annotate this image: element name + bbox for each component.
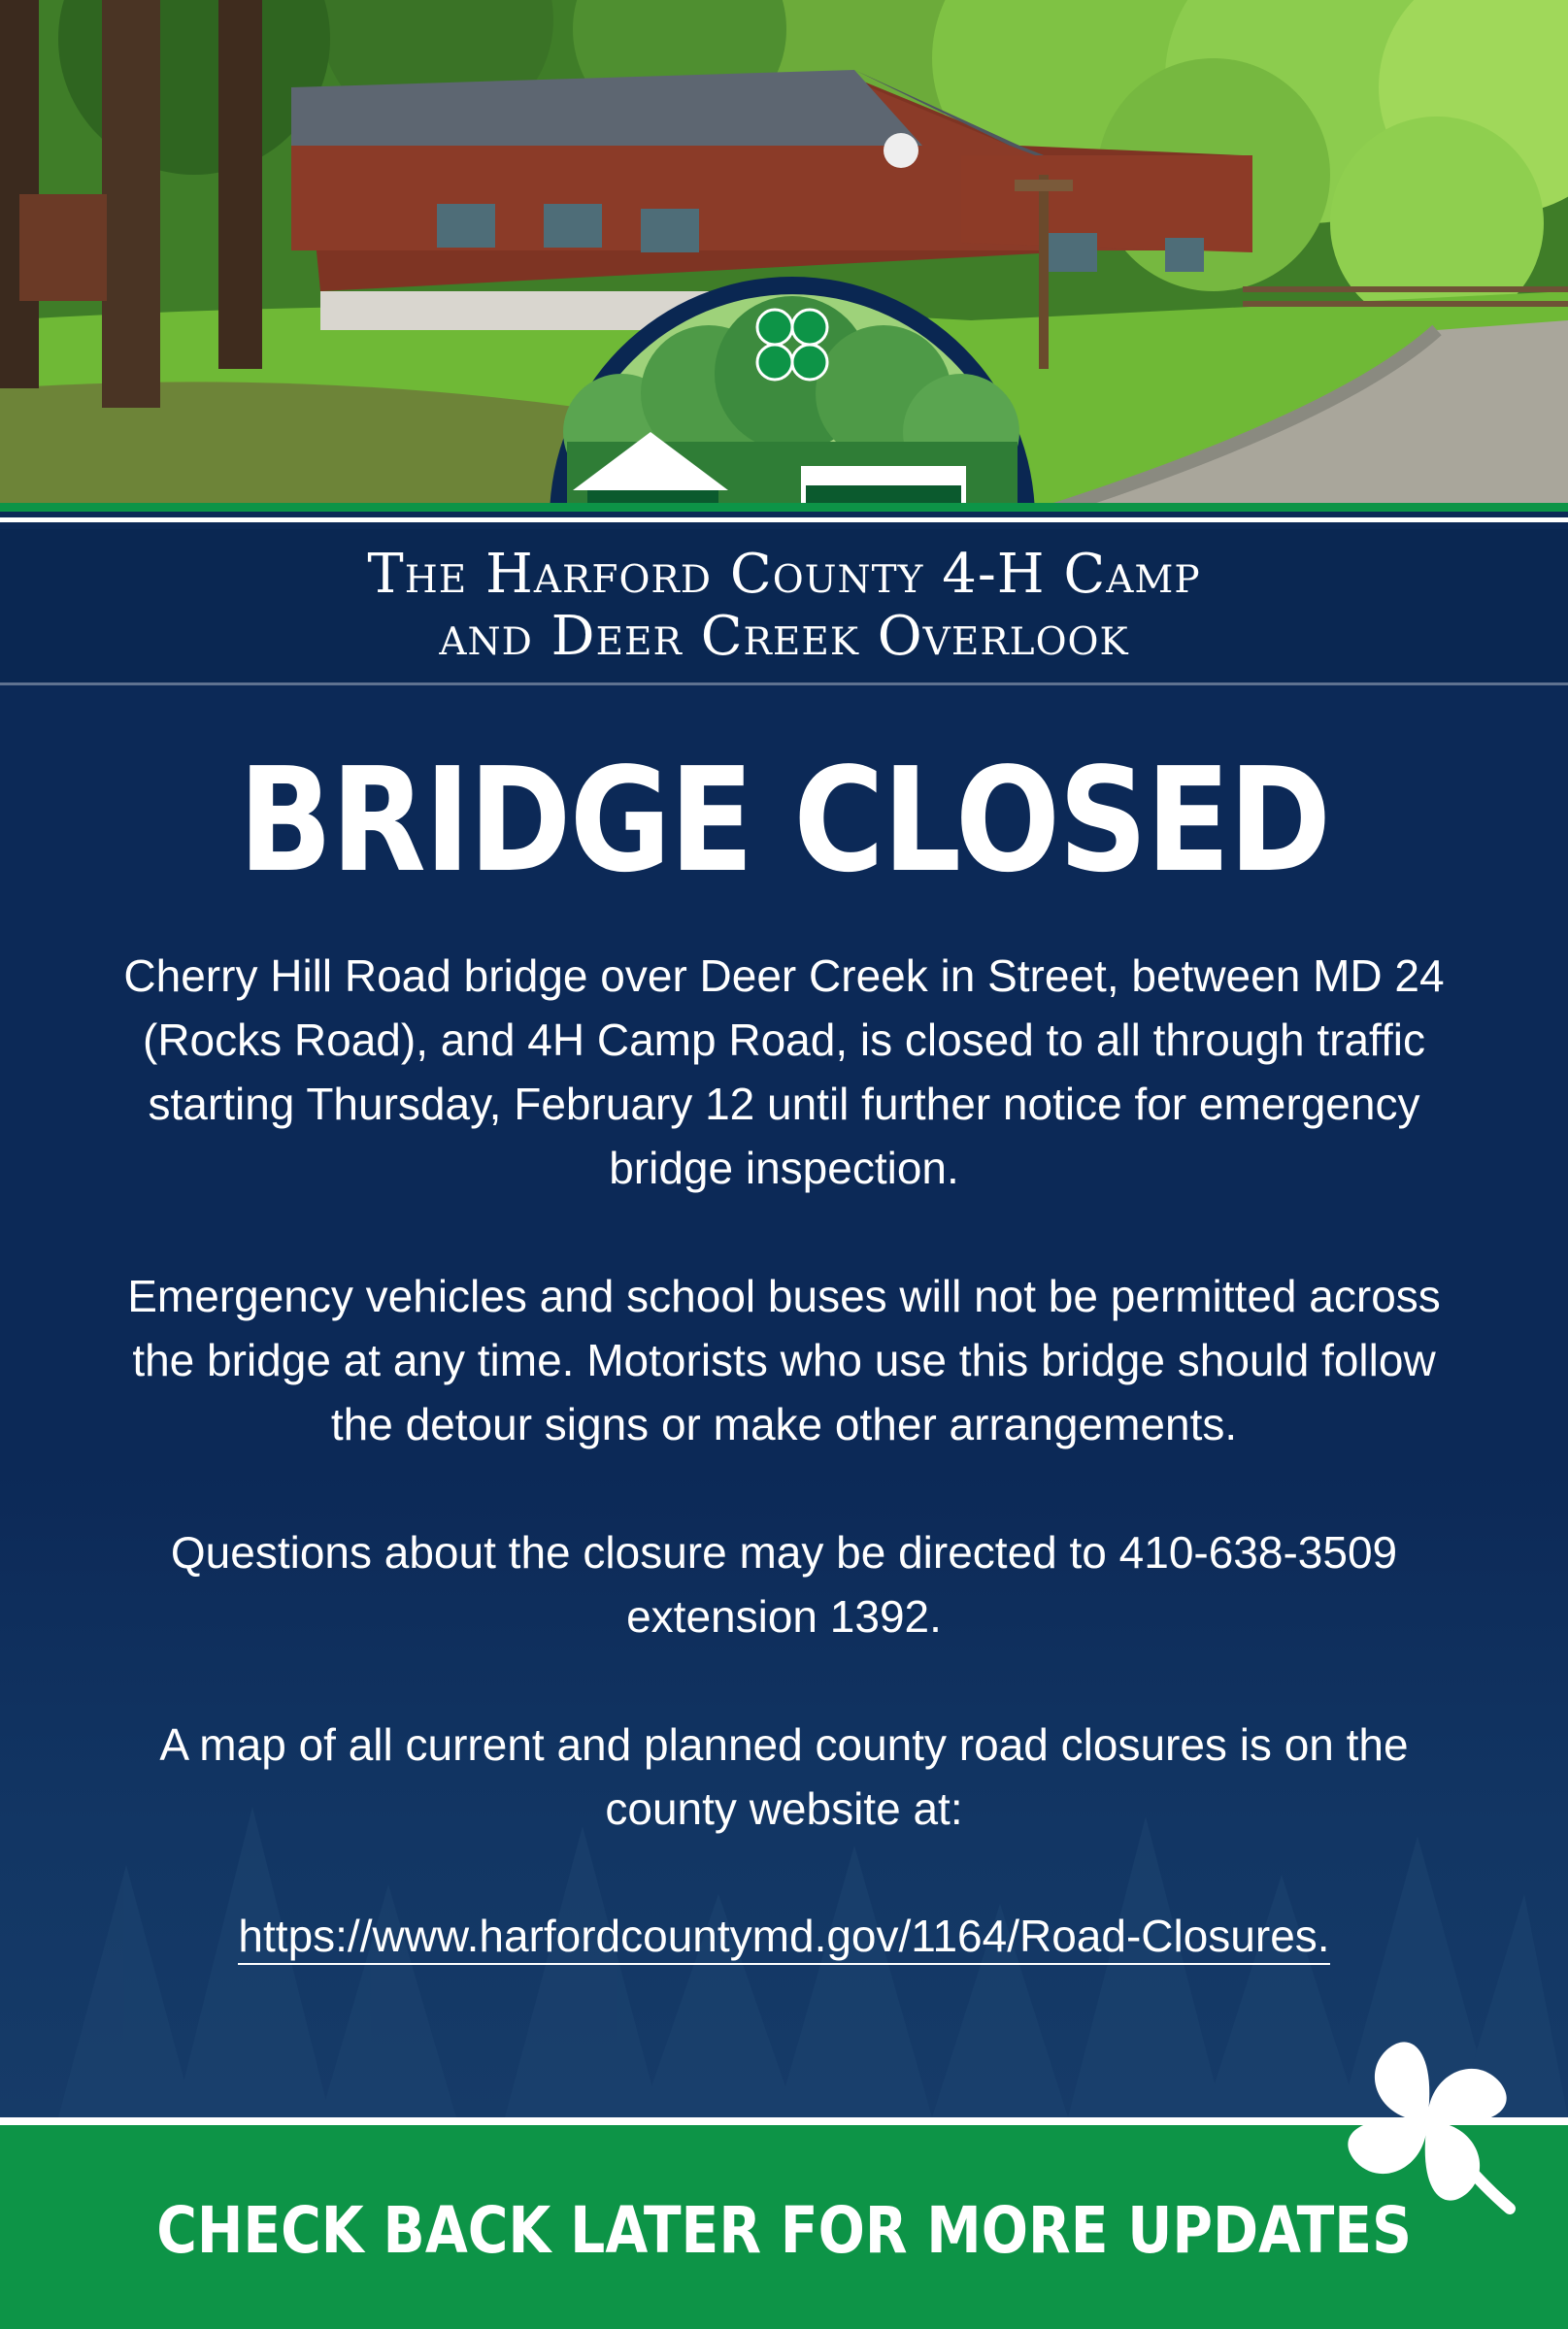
header-white-stripe	[0, 517, 1568, 522]
notice-paragraph-closure: Cherry Hill Road bridge over Deer Creek in Street, between MD 24 (Rocks Road), and 4H Camp Road, is closed to all through traffic starting Thursday, February 12 until further notice for emergency bridge inspection.	[123, 950, 1445, 1193]
road-closures-link[interactable]: https://www.harfordcountymd.gov/1164/Road-Closures.	[238, 1911, 1329, 1965]
camp-title-line-2: and Deer Creek Overlook	[439, 605, 1129, 668]
4-h-emblem	[544, 277, 1041, 512]
camp-photo	[0, 0, 1568, 512]
notice-paragraph-detour: Emergency vehicles and school buses will not be permitted across the bridge at any time. Motorists who use this bridge should follow the detour signs or make other arrangements.	[127, 1271, 1441, 1449]
road-closures-link-row	[0, 1907, 1568, 1965]
header-green-stripe	[0, 503, 1568, 512]
notice-panel	[0, 685, 1568, 2117]
camp-title-band	[0, 529, 1568, 685]
notice-headline: BRIDGE CLOSED	[238, 737, 1330, 904]
footer-updates-text: CHECK BACK LATER FOR MORE UPDATES	[156, 2192, 1412, 2268]
camp-title-line-1: The Harford County 4-H Camp	[367, 543, 1201, 606]
notice-paragraph-contact: Questions about the closure may be directed to 410-638-3509 extension 1392.	[170, 1527, 1398, 1642]
notice-paragraph-map: A map of all current and planned county road closures is on the county website at:	[159, 1719, 1409, 1834]
clover-icon	[1320, 2014, 1534, 2228]
